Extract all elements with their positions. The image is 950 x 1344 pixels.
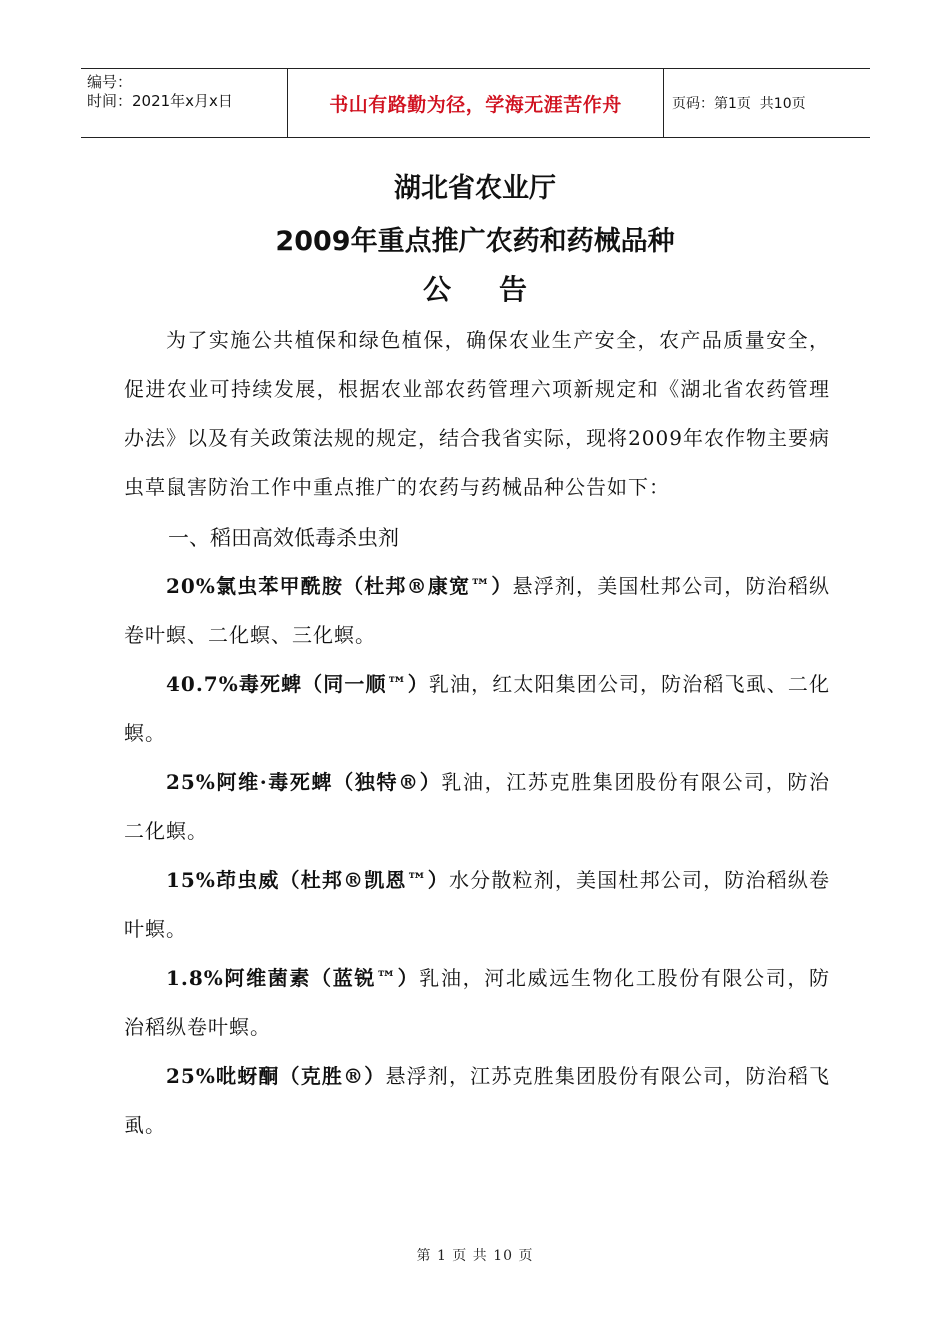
product-name: 20%氯虫苯甲酰胺（杜邦®康宽™） — [166, 574, 513, 598]
product-desc: 乳油，河北威远生物化工股份有限公司，防治稻纵卷叶螟。 — [124, 966, 830, 1039]
intro-paragraph: 为了实施公共植保和绿色植保，确保农业生产安全，农产品质量安全，促进农业可持续发展，根据农业部农药管理六项新规定和《湖北省农药管理办法》以及有关政策法规的规定，结合我省实际，现将2009年农作物主要病虫草鼠害防治工作中重点推广的农药与药械品种公告如下： — [124, 328, 830, 499]
product-item — [124, 1052, 830, 1150]
page-header — [81, 68, 870, 138]
title-notice: 公告 — [422, 273, 575, 306]
title-subject: 2009年重点推广农药和药械品种 — [275, 226, 675, 257]
product-desc: 乳油，红太阳集团公司，防治稻飞虱、二化螟。 — [124, 672, 830, 745]
product-desc: 水分散粒剂，美国杜邦公司，防治稻纵卷叶螟。 — [124, 868, 831, 941]
product-name: 40.7%毒死蜱（同一顺™） — [166, 672, 429, 696]
product-name: 25%阿维·毒死蜱（独特®） — [166, 770, 442, 794]
header-meta — [81, 69, 288, 137]
product-desc: 悬浮剂，美国杜邦公司，防治稻纵卷叶螟、二化螟、三化螟。 — [124, 574, 831, 647]
product-item — [124, 954, 830, 1052]
product-name: 25%吡蚜酮（克胜®） — [166, 1064, 386, 1088]
product-name: 1.8%阿维菌素（蓝锐™） — [166, 966, 420, 990]
time-label: 时间：2021年x月x日 — [87, 92, 233, 110]
product-item — [124, 562, 830, 660]
header-page-info: 页码：第1页 共10页 — [672, 96, 806, 112]
section-heading: 一、稻田高效低毒杀虫剂 — [168, 526, 399, 550]
number-label: 编号： — [87, 73, 133, 91]
product-item — [124, 660, 830, 758]
product-desc: 乳油，江苏克胜集团股份有限公司，防治二化螟。 — [124, 770, 830, 843]
title-org: 湖北省农业厅 — [394, 173, 556, 204]
product-name: 15%茚虫威（杜邦®凯恩™） — [166, 868, 449, 892]
header-motto: 书山有路勤为径，学海无涯苦作舟 — [288, 69, 664, 137]
product-item — [124, 758, 830, 856]
page-footer: 第 1 页 共 10 页 — [416, 1248, 534, 1264]
product-item — [124, 856, 830, 954]
document-body — [124, 316, 830, 1150]
product-desc: 悬浮剂，江苏克胜集团股份有限公司，防治稻飞虱。 — [124, 1064, 830, 1137]
